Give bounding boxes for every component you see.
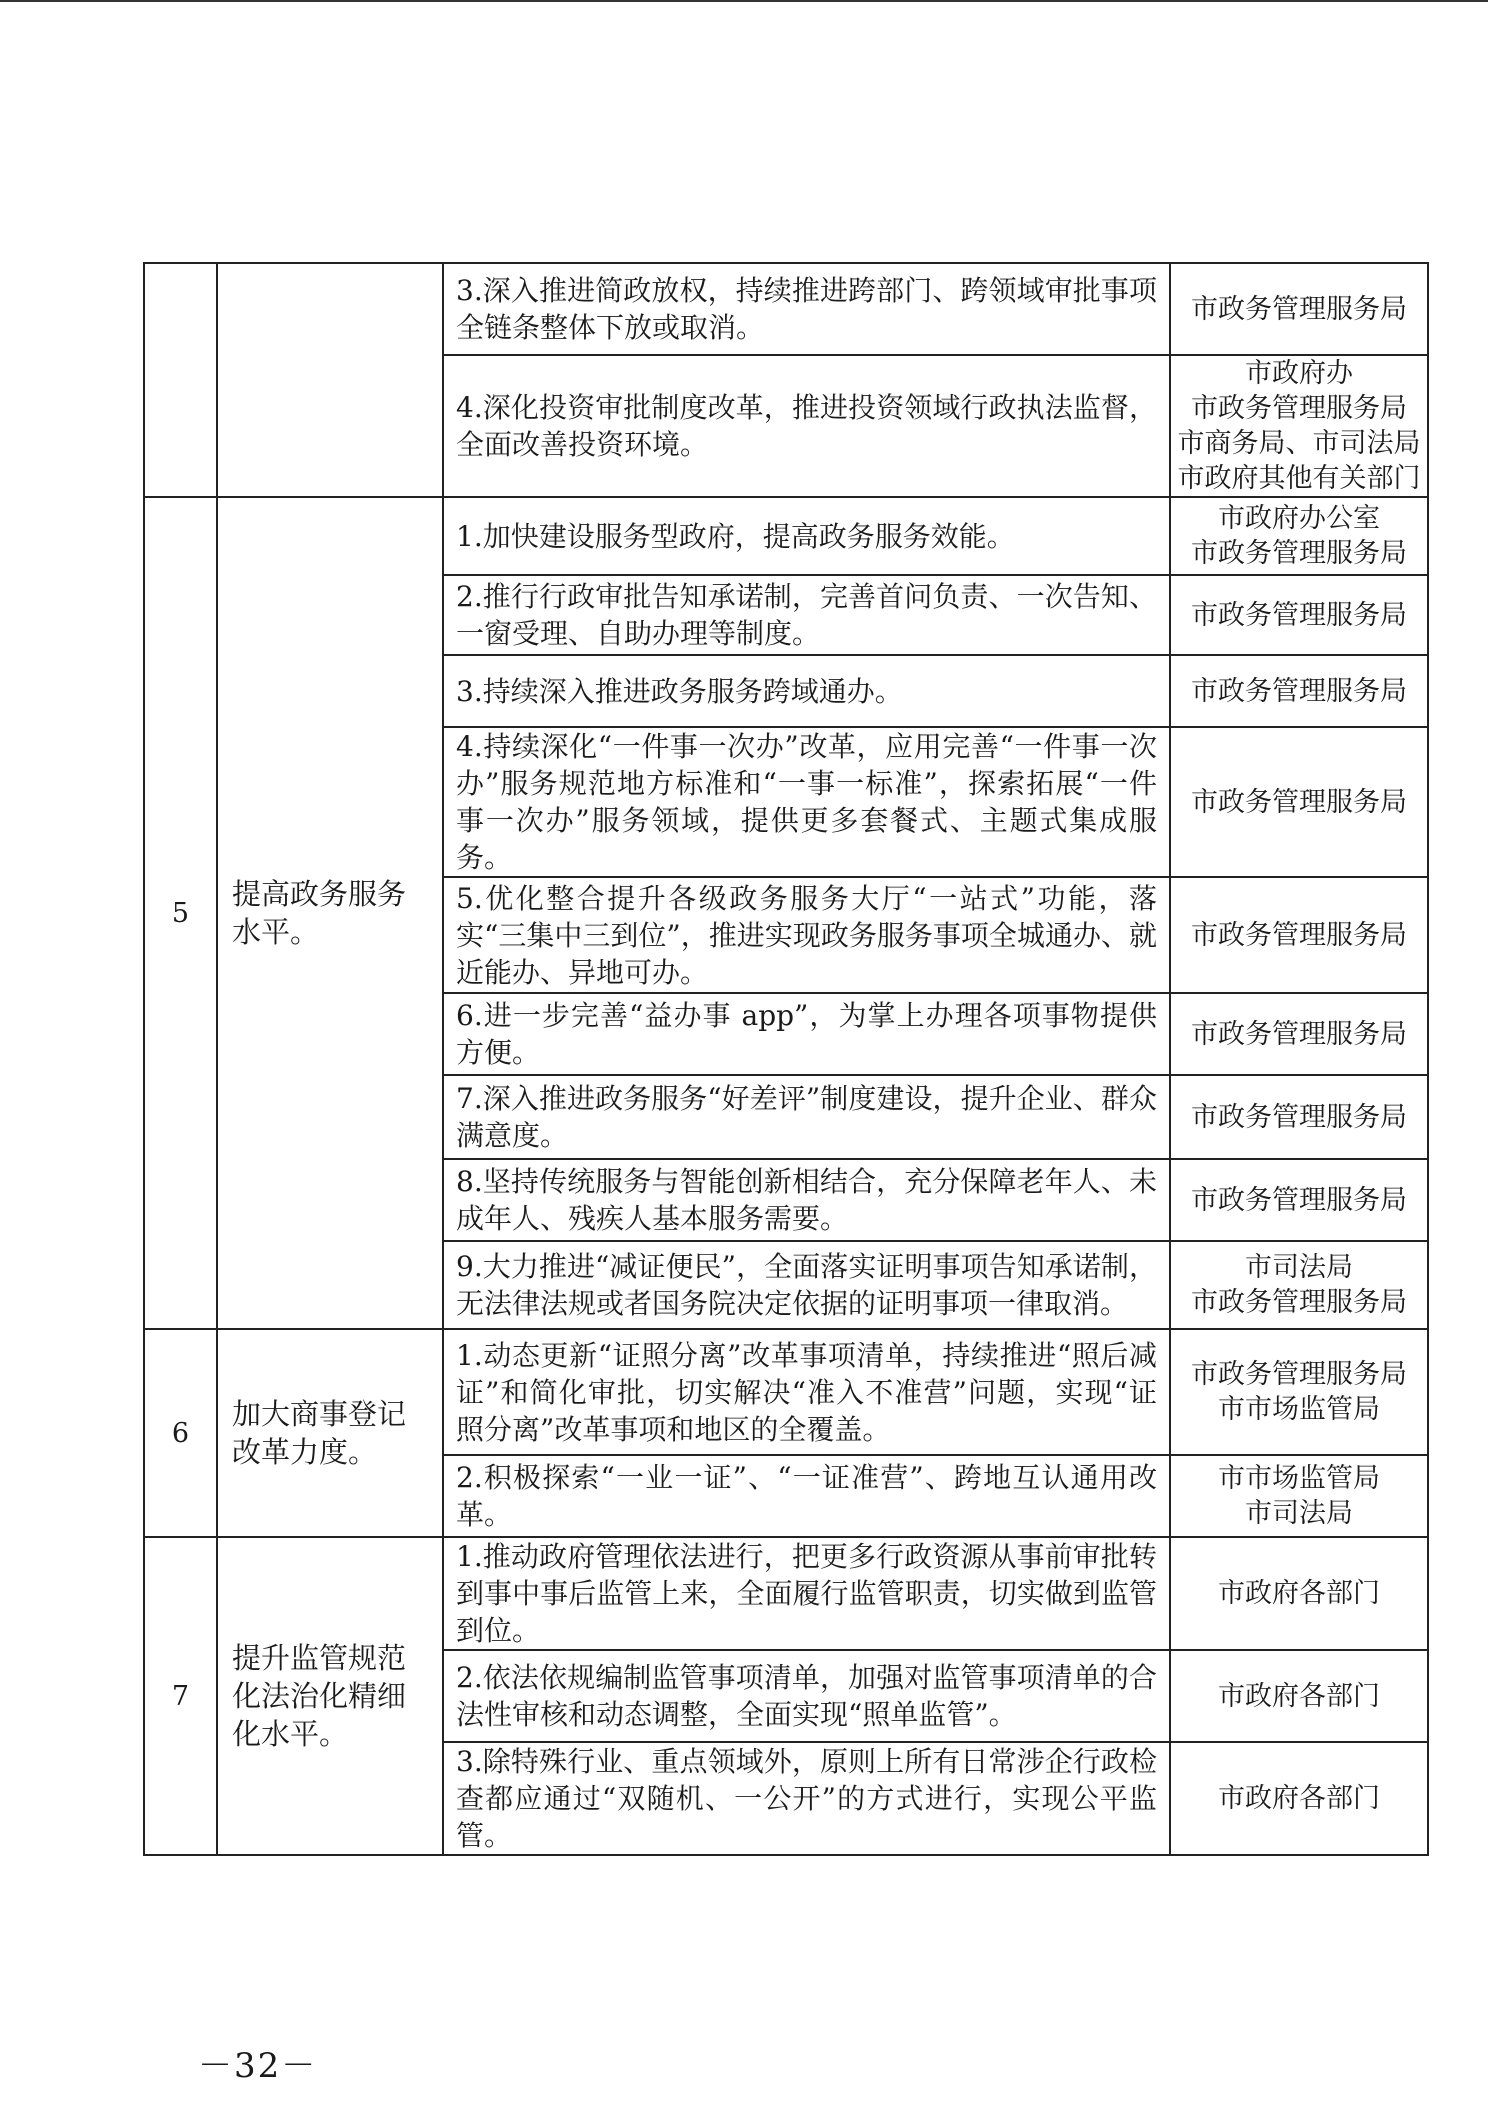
task-cell: 2.积极探索“一业一证”、“一证准营”、跨地互认通用改革。 (443, 1455, 1170, 1537)
department-name: 市政务管理服务局 (1191, 1018, 1407, 1050)
goal-cell (217, 263, 443, 497)
table-row (144, 1537, 1428, 1650)
department-name: 市市场监管局 (1218, 1463, 1380, 1494)
task-cell: 1.加快建设服务型政府，提高政务服务效能。 (443, 497, 1170, 575)
department-cell (1170, 1075, 1428, 1159)
table-row (144, 497, 1428, 575)
department-name: 市政务管理服务局 (1191, 393, 1407, 424)
department-name: 市政务管理服务局 (1191, 1184, 1407, 1216)
table-row (144, 1329, 1428, 1455)
department-cell (1170, 497, 1428, 575)
task-cell: 1.动态更新“证照分离”改革事项清单，持续推进“照后减证”和简化审批，切实解决“准入不准营”问题，实现“证照分离”改革事项和地区的全覆盖。 (443, 1329, 1170, 1455)
department-name: 市政务管理服务局 (1191, 786, 1407, 818)
goal-cell: 提高政务服务水平。 (217, 497, 443, 1329)
department-name: 市政府其他有关部门 (1177, 463, 1421, 494)
department-name: 市司法局 (1245, 1252, 1353, 1283)
department-name: 市司法局 (1245, 1498, 1353, 1529)
department-name: 市政务管理服务局 (1191, 599, 1407, 631)
task-cell: 4.深化投资审批制度改革，推进投资领域行政执法监督，全面改善投资环境。 (443, 355, 1170, 497)
department-name: 市政务管理服务局 (1191, 1287, 1407, 1318)
department-name: 市政务管理服务局 (1191, 293, 1407, 325)
department-cell (1170, 1455, 1428, 1537)
department-cell (1170, 575, 1428, 655)
department-cell (1170, 877, 1428, 993)
goal-cell: 加大商事登记改革力度。 (217, 1329, 443, 1537)
task-cell: 1.推动政府管理依法进行，把更多行政资源从事前审批转到事中事后监管上来，全面履行监管职责，切实做到监管到位。 (443, 1537, 1170, 1650)
task-table-body (144, 263, 1428, 1855)
page-number: －32－ (198, 2046, 318, 2086)
item-number-cell: 5 (144, 497, 217, 1329)
department-cell (1170, 263, 1428, 355)
department-cell (1170, 655, 1428, 727)
item-number-cell (144, 263, 217, 497)
department-cell (1170, 727, 1428, 877)
task-cell: 4.持续深化“一件事一次办”改革，应用完善“一件事一次办”服务规范地方标准和“一事一标准”，探索拓展“一件事一次办”服务领域，提供更多套餐式、主题式集成服务。 (443, 727, 1170, 877)
department-name: 市政务管理服务局 (1191, 919, 1407, 951)
task-cell: 9.大力推进“减证便民”，全面落实证明事项告知承诺制，无法律法规或者国务院决定依据的证明事项一律取消。 (443, 1241, 1170, 1329)
item-number-cell: 6 (144, 1329, 217, 1537)
task-cell: 7.深入推进政务服务“好差评”制度建设，提升企业、群众满意度。 (443, 1075, 1170, 1159)
department-name: 市政府各部门 (1218, 1578, 1380, 1609)
department-cell (1170, 1650, 1428, 1742)
department-name: 市政府办 (1245, 358, 1353, 389)
department-name: 市政务管理服务局 (1191, 1359, 1407, 1390)
item-number-cell: 7 (144, 1537, 217, 1855)
task-cell: 2.推行行政审批告知承诺制，完善首问负责、一次告知、一窗受理、自助办理等制度。 (443, 575, 1170, 655)
department-name: 市政务管理服务局 (1191, 675, 1407, 707)
task-cell: 2.依法依规编制监管事项清单，加强对监管事项清单的合法性审核和动态调整，全面实现“照单监管”。 (443, 1650, 1170, 1742)
task-table (143, 262, 1429, 1856)
department-name: 市政务管理服务局 (1191, 538, 1407, 569)
goal-cell: 提升监管规范化法治化精细化水平。 (217, 1537, 443, 1855)
department-cell (1170, 1241, 1428, 1329)
task-cell: 3.深入推进简政放权，持续推进跨部门、跨领域审批事项全链条整体下放或取消。 (443, 263, 1170, 355)
department-name: 市政务管理服务局 (1191, 1101, 1407, 1133)
task-cell: 3.持续深入推进政务服务跨域通办。 (443, 655, 1170, 727)
department-name: 市政府各部门 (1218, 1783, 1380, 1814)
table-row (144, 263, 1428, 355)
department-name: 市商务局、市司法局 (1177, 428, 1421, 459)
department-cell (1170, 1742, 1428, 1855)
department-name: 市市场监管局 (1218, 1394, 1380, 1425)
task-cell: 5.优化整合提升各级政务服务大厅“一站式”功能，落实“三集中三到位”，推进实现政务服务事项全城通办、就近能办、异地可办。 (443, 877, 1170, 993)
top-border-rule (0, 0, 1488, 2)
department-cell (1170, 993, 1428, 1075)
department-cell (1170, 1329, 1428, 1455)
task-cell: 6.进一步完善“益办事 app”，为掌上办理各项事物提供方便。 (443, 993, 1170, 1075)
task-cell: 3.除特殊行业、重点领域外，原则上所有日常涉企行政检查都应通过“双随机、一公开”的方式进行，实现公平监管。 (443, 1742, 1170, 1855)
department-name: 市政府各部门 (1218, 1680, 1380, 1712)
department-cell (1170, 1159, 1428, 1241)
department-name: 市政府办公室 (1218, 503, 1380, 534)
department-cell (1170, 355, 1428, 497)
task-cell: 8.坚持传统服务与智能创新相结合，充分保障老年人、未成年人、残疾人基本服务需要。 (443, 1159, 1170, 1241)
department-cell (1170, 1537, 1428, 1650)
